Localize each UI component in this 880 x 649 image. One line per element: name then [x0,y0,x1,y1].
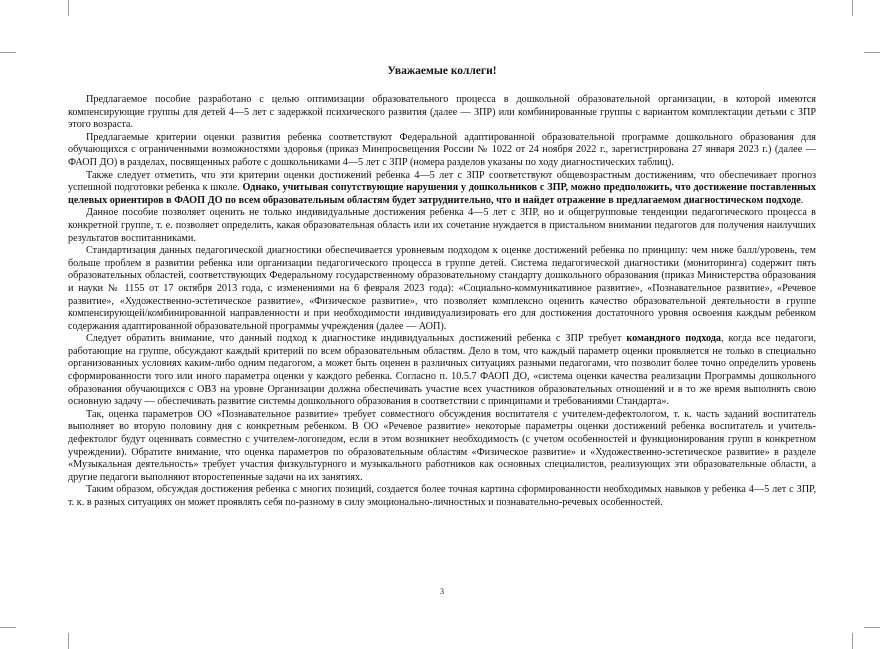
body-paragraph [68,94,816,132]
paragraph-text: Данное пособие позволяет оценить не только индивидуальные достижения ребенка 4—5 лет с ЗПР, но и общегрупповые тенденции педагогического процесса в конкретной группе, т. е. позволяет определить, какая образовательная область или их сочетание нуждается в пристальном внимании педагогов для получения наилучших результатов воспитанниками. [68,207,816,244]
crop-mark-bottom-right [852,633,853,649]
paragraph-text: Так, оценка параметров ОО «Познавательное развитие» требует совместного обсуждения воспитателя с учителем-дефектологом, т. к. часть заданий воспитатель выполняет во вторую половину дня с конкретным ребенком. В ОО «Речевое развитие» некоторые параметры оценки достижений ребенка воспитатель и учитель-дефектолог будут оценивать совместно с учителем-логопедом, если в этом возникнет необходимость (с учетом особенностей и функционирования групп в конкретном учреждении). Обратите внимание, что оценка параметров по образовательным областям «Физическое развитие» и «Художественно-эстетическое развитие» в разделе «Музыкальная деятельность» требует участия физкультурного и музыкального работников как основных специалистов, реализующих эти образовательные области, а другие педагоги выполняют второстепенные задачи на их занятиях. [68,408,816,483]
page-number: 3 [440,587,444,596]
crop-mark-bottom-left [68,633,69,649]
body-paragraph [68,245,816,333]
paragraph-text: Предлагаемое пособие разработано с целью оптимизации образовательного процесса в дошкольной образовательной организации, в которой имеются компенсирующие группы для детей 4—5 лет с задержкой психического развития (далее — ЗПР) или комбинированные группы с вариантом комплектации детьми с ЗПР этого возраста. [68,94,816,131]
body-paragraph [68,333,816,409]
crop-mark-bottom-right-h [864,627,880,628]
paragraph-text: Следует обратить внимание, что данный подход к диагностике индивидуальных достижений ребенка с ЗПР требует [86,333,627,345]
emphasis-text: Однако, учитывая сопутствующие нарушения у дошкольников с ЗПР, можно предположить, что достижение поставленных целевых ориентиров в ФАОП ДО по всем образовательным областям будет затруднительно, что и найдет отражение в предлагаемом диагностическом подходе [68,182,816,206]
body-paragraph [68,170,816,208]
body-paragraph [68,132,816,170]
paragraph-text: . [800,194,804,206]
body-paragraph [68,207,816,245]
document-body [68,94,816,510]
crop-mark-top-left [68,0,69,16]
crop-mark-top-left-h [0,52,16,53]
paragraph-text: Предлагаемые критерии оценки развития ребенка соответствуют Федеральной адаптированной образовательной программе дошкольного образования для обучающихся с ограниченными возможностями здоровья (приказ Минпросвещения России № 1022 от 24 ноября 2022 г., зарегистрирована 27 января 2023 г.) (далее — ФАОП ДО) в разделах, посвященных работе с дошкольниками 4—5 лет с ЗПР (номера разделов указаны по ходу диагностических таблиц). [68,131,816,168]
crop-mark-top-right [852,0,853,16]
paragraph-text: Стандартизация данных педагогической диагностики обеспечивается уровневым подходом к оценке достижений ребенка по принципу: чем ниже балл/уровень, тем больше проблем в развитии ребенка или организации педагогического процесса в группе детей. Система педагогической диагностики (мониторинга) содержит пять образовательных областей, соответствующих Федеральному государственному образовательному стандарту дошкольного образования (приказ Министерства образования и науки № 1155 от 17 октября 2013 года, с изменениями на 6 февраля 2023 года): «Социально-коммуникативное развитие», «Познавательное развитие», «Речевое развитие», «Художественно-эстетическое развитие», «Физическое развитие», что позволяет комплексно оценить качество образовательной деятельности в группе компенсирующей/комбинированной направленности и при необходимости индивидуализировать его для достижения достаточного уровня освоения каждым ребенком содержания адаптированной образовательной программы учреждения (далее — АОП). [68,245,816,332]
crop-mark-top-right-h [864,52,880,53]
paragraph-text: Также следует отметить, что эти критерии оценки достижений ребенка 4—5 лет с ЗПР соответствуют общевозрастным достижениям, что обеспечивает прогноз успешной подготовки ребенка к школе. [68,169,816,194]
crop-mark-bottom-left-h [0,627,16,628]
paragraph-text: , когда все педагоги, работающие на группе, обсуждают каждый критерий по всем образовательным областям. Дело в том, что каждый параметр оценки проявляется не только в специально организованных условиях каким-либо одним педагогом, а может быть оценен в различных ситуациях разными педагогами, что позволит более точно определить уровень сформированности того или иного параметра оценки у каждого ребенка. Согласно п. 10.5.7 ФАОП ДО, «система оценки качества реализации Программы дошкольного образования обучающихся с ОВЗ на уровне Организации должна обеспечивать участие всех участников образовательных отношений и в то же время выполнять свою основную задачу — обеспечивать развитие системы дошкольного образования в соответствии с принципами и требованиями Стандарта». [68,333,817,408]
paragraph-text: Таким образом, обсуждая достижения ребенка с многих позиций, создается более точная картина сформированности необходимых навыков у ребенка 4—5 лет с ЗПР, т. к. в разных ситуациях он может проявлять себя по-разному в силу эмоционально-личностных и познавательно-речевых особенностей. [68,484,816,508]
body-paragraph [68,484,816,509]
page-title: Уважаемые коллеги! [387,65,497,77]
document-page [68,56,816,616]
emphasis-text: командного подхода [626,333,721,345]
body-paragraph [68,409,816,485]
